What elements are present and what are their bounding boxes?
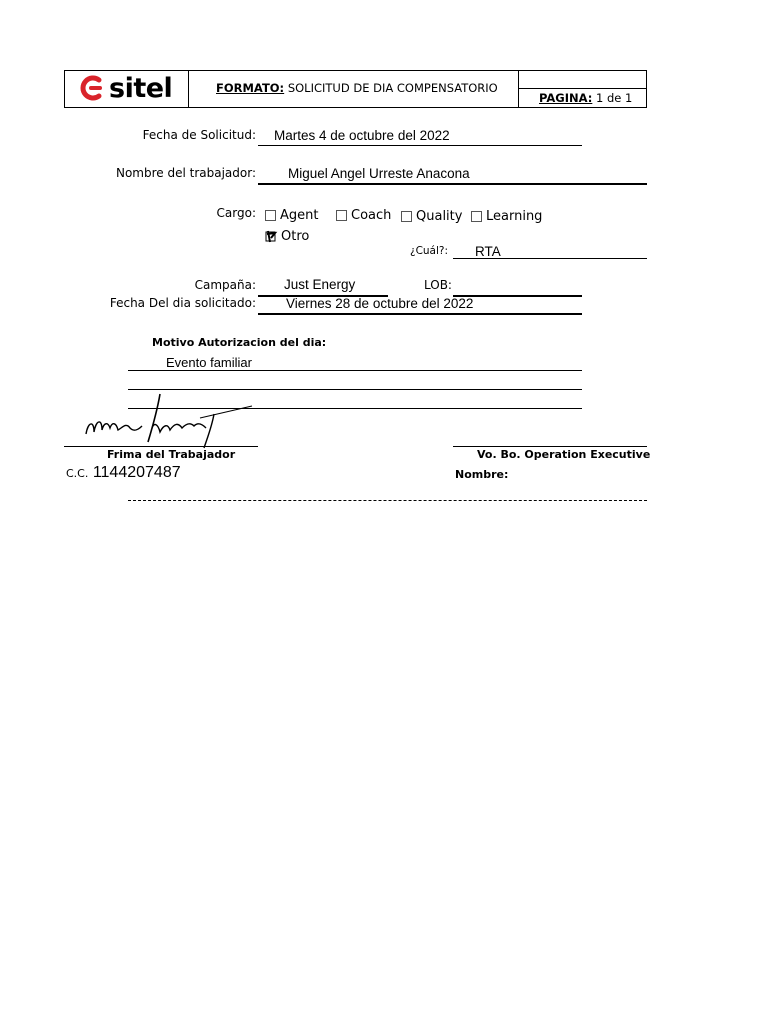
cargo-option-label: Learning	[486, 209, 543, 224]
form-title	[216, 81, 498, 95]
fecha-dia-label: Fecha Del dia solicitado:	[109, 296, 256, 310]
sitel-logo-mark-icon	[78, 74, 106, 102]
checkbox[interactable]	[336, 210, 347, 221]
header-divider	[518, 70, 519, 108]
cargo-option-label: Agent	[280, 208, 319, 223]
fecha-solicitud-line	[258, 145, 582, 146]
logo-text: sitel	[109, 72, 173, 104]
cargo-option-label: Otro	[281, 229, 310, 244]
motivo-label: Motivo Autorizacion del dia:	[152, 336, 327, 349]
checked-box-icon[interactable]	[265, 230, 279, 244]
cual-line	[453, 258, 647, 259]
cual-value[interactable]: RTA	[475, 244, 501, 259]
cargo-option-learning[interactable]	[471, 209, 542, 224]
sitel-logo	[78, 72, 172, 104]
form-title-label: FORMATO:	[216, 81, 285, 95]
nombre-label: Nombre del trabajador:	[115, 166, 256, 180]
cargo-option-otro[interactable]	[265, 229, 309, 244]
checkbox[interactable]	[471, 211, 482, 222]
executive-signature-label: Vo. Bo. Operation Executive	[477, 448, 651, 461]
cargo-option-agent[interactable]	[265, 208, 318, 223]
cual-label: ¿Cuál?:	[410, 245, 449, 257]
nombre-value[interactable]: Miguel Angel Urreste Anacona	[288, 166, 470, 181]
checkbox[interactable]	[265, 210, 276, 221]
fecha-dia-line	[258, 313, 582, 315]
motivo-line-2	[128, 389, 582, 390]
worker-signature-label: Frima del Trabajador	[107, 448, 236, 461]
campana-value[interactable]: Just Energy	[284, 277, 356, 292]
motivo-value[interactable]: Evento familiar	[166, 355, 252, 370]
nombre-line	[258, 183, 647, 185]
cc-value[interactable]: 1144207487	[92, 464, 181, 481]
form-title-text: SOLICITUD DE DIA COMPENSATORIO	[284, 81, 498, 95]
campana-label: Campaña:	[194, 278, 256, 292]
worker-signature-line	[64, 446, 258, 447]
page-value: 1 de 1	[592, 91, 633, 105]
header-divider	[188, 70, 189, 108]
fecha-solicitud-label: Fecha de Solicitud:	[142, 128, 256, 142]
cargo-option-label: Quality	[416, 209, 463, 224]
fecha-dia-value[interactable]: Viernes 28 de octubre del 2022	[286, 296, 474, 311]
fecha-dia-label-clip	[109, 295, 258, 313]
cargo-option-quality[interactable]	[401, 209, 462, 224]
cut-line-divider	[128, 500, 647, 501]
fecha-solicitud-value[interactable]: Martes 4 de octubre del 2022	[274, 128, 450, 143]
checkbox[interactable]	[401, 211, 412, 222]
header-divider	[518, 88, 647, 89]
motivo-line-1	[128, 370, 582, 371]
cc-label: C.C.	[66, 467, 89, 480]
page-label: PAGINA:	[539, 91, 593, 105]
executive-name-label: Nombre:	[455, 468, 509, 481]
cc-field	[66, 464, 181, 482]
page-indicator	[539, 91, 632, 105]
lob-label: LOB:	[424, 278, 452, 292]
cargo-label: Cargo:	[216, 206, 256, 220]
worker-signature-icon	[64, 392, 264, 452]
cargo-option-label: Coach	[351, 208, 392, 223]
cargo-option-coach[interactable]	[336, 208, 391, 223]
nombre-label-clip	[115, 164, 258, 182]
executive-signature-line	[453, 446, 647, 447]
